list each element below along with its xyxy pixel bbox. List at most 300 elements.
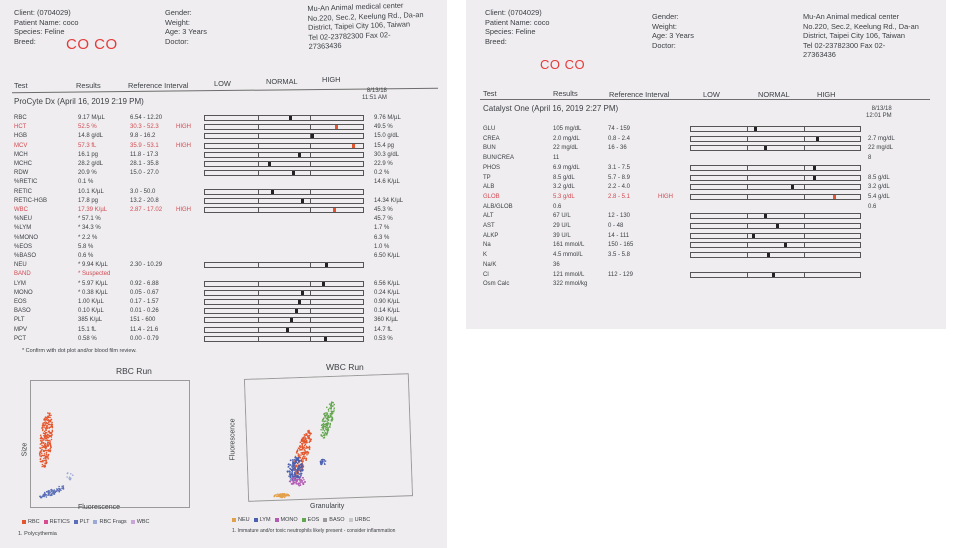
range-divider (258, 133, 259, 139)
result-marker (335, 125, 338, 129)
reference-interval: 15.0 - 27.0 (130, 170, 159, 177)
range-bar (690, 213, 861, 219)
dot (42, 438, 44, 440)
previous-result: 0.2 % (374, 170, 390, 177)
handwritten-patient-name: CO CO (540, 57, 586, 72)
result-marker (764, 214, 767, 218)
result-marker (311, 134, 314, 138)
previous-result: 360 K/µL (374, 317, 399, 324)
range-divider (258, 281, 259, 287)
dot (47, 455, 49, 457)
dot (45, 440, 47, 442)
reference-interval: 3.1 - 7.5 (608, 164, 631, 171)
reference-interval: 9.8 - 16.2 (130, 133, 156, 140)
range-divider (258, 207, 259, 213)
reference-interval: 112 - 129 (608, 271, 633, 278)
clinic-name: Mu-An Animal medical center (803, 12, 900, 21)
dot (44, 465, 46, 467)
dot (47, 458, 49, 460)
previous-result: 0.6 (868, 203, 877, 210)
dot (333, 411, 335, 413)
range-divider (747, 223, 748, 229)
range-bar (204, 317, 364, 323)
section-title: Catalyst One (April 16, 2019 2:27 PM) (483, 104, 619, 113)
range-divider (747, 194, 748, 200)
flag-label: HIGH (176, 124, 191, 131)
wbc-y-label: Fluorescence (229, 418, 237, 461)
range-divider (804, 145, 805, 151)
dot (51, 422, 53, 424)
test-name: ALB/GLOB (483, 203, 513, 210)
test-result: 17.8 pg (78, 197, 99, 204)
range-bar (204, 170, 364, 176)
range-divider (310, 207, 311, 213)
range-divider (258, 170, 259, 176)
test-name: RETIC-HGB (14, 197, 47, 204)
range-divider (804, 223, 805, 229)
range-divider (258, 161, 259, 167)
range-bar (690, 126, 861, 132)
range-bar (690, 233, 861, 239)
section-title: ProCyte Dx (April 16, 2019 2:19 PM) (14, 97, 144, 106)
test-result: 16.1 pg (78, 151, 99, 158)
result-marker (290, 318, 293, 322)
range-divider (258, 262, 259, 268)
reference-interval: 28.1 - 35.8 (130, 161, 159, 167)
dot (46, 428, 48, 430)
range-bar (690, 136, 861, 142)
test-name: PCT (14, 335, 26, 342)
reference-interval: 11.4 - 21.6 (130, 326, 159, 333)
result-marker (325, 263, 328, 267)
reference-interval: 0 - 48 (608, 223, 624, 229)
range-bar (690, 272, 861, 278)
range-bar (204, 262, 364, 268)
reference-interval: 30.3 - 52.3 (130, 124, 159, 131)
range-bar (690, 145, 861, 151)
dot (43, 455, 45, 457)
dot (43, 439, 45, 441)
legend-label: NEU (238, 517, 250, 523)
test-result: 6.9 mg/dL (553, 164, 580, 171)
client-info (485, 8, 550, 46)
dot (41, 455, 43, 457)
previous-result: 45.7 % (374, 216, 393, 223)
result-marker (333, 208, 336, 212)
test-name: LYM (14, 280, 26, 287)
test-result: 2.0 mg/dL (553, 135, 580, 142)
range-bar (204, 290, 364, 296)
range-divider (258, 299, 259, 305)
dot (322, 420, 324, 422)
result-marker (764, 146, 767, 150)
dot (320, 429, 322, 431)
test-name: TP (483, 174, 491, 181)
test-result: 29 U/L (553, 223, 571, 229)
dot (40, 436, 42, 438)
dot (51, 434, 53, 436)
range-divider (310, 161, 311, 167)
result-marker (784, 243, 787, 247)
result-marker (268, 162, 271, 166)
dot (52, 427, 54, 429)
dot (46, 453, 48, 455)
range-bar (204, 198, 364, 204)
dot (50, 447, 52, 449)
legend-swatch (302, 518, 306, 522)
dot (47, 436, 49, 438)
dot (45, 458, 47, 460)
result-marker (816, 137, 819, 141)
dot (50, 415, 52, 417)
range-bar (690, 252, 861, 258)
legend-label: RETICS (49, 519, 70, 525)
range-bar (690, 223, 861, 229)
test-result: 15.1 fL (78, 326, 97, 333)
age-line: Age: 3 Years (165, 27, 207, 37)
test-result: 28.2 g/dL (78, 161, 104, 167)
test-result: 0.10 K/µL (78, 308, 104, 315)
dot (46, 496, 48, 498)
dot (53, 492, 55, 494)
test-result: 1.00 K/µL (78, 299, 104, 305)
test-result: 161 mmol/L (553, 242, 585, 249)
result-row (466, 203, 946, 211)
test-name: BASO (14, 308, 31, 315)
dot (49, 421, 51, 423)
reference-interval: 0.01 - 0.26 (130, 308, 159, 315)
dot (47, 426, 49, 428)
range-divider (258, 308, 259, 314)
test-result: 5.8 % (78, 243, 94, 250)
range-divider (258, 152, 259, 158)
result-marker (322, 282, 325, 286)
dot (52, 430, 54, 432)
range-divider (310, 317, 311, 323)
test-result: 3.2 g/dL (553, 184, 575, 191)
dot (43, 446, 45, 448)
dot (328, 408, 330, 410)
client-line: Client: (0704029) (485, 8, 542, 17)
reference-interval: 74 - 159 (608, 126, 631, 132)
reference-interval: 3.5 - 5.8 (608, 252, 631, 259)
dot (45, 423, 47, 425)
range-divider (258, 327, 259, 333)
clinic-address-2: District, Taipei City 106, Taiwan (803, 31, 906, 41)
test-name: %RETIC (14, 179, 38, 186)
dot (51, 491, 53, 493)
range-divider (258, 317, 259, 323)
test-name: ALB (483, 184, 495, 191)
dot (46, 452, 48, 454)
previous-date-time: 8/13/18 12:01 PM (866, 106, 892, 119)
reference-interval: 3.0 - 50.0 (130, 188, 156, 195)
test-result: 22 mg/dL (553, 145, 579, 152)
dot (43, 424, 45, 426)
test-result: 57.3 fL (78, 142, 97, 149)
range-divider (804, 242, 805, 248)
test-result: 385 K/µL (78, 317, 103, 324)
range-divider (258, 189, 259, 195)
previous-result: 14.6 K/µL (374, 179, 400, 186)
range-divider (804, 184, 805, 190)
range-divider (310, 124, 311, 130)
dot (50, 443, 52, 445)
result-row (0, 234, 447, 242)
result-marker (271, 190, 274, 194)
col-high: HIGH (322, 75, 341, 84)
dot (42, 464, 44, 466)
legend-swatch (131, 520, 135, 524)
test-result: 0.6 % (78, 253, 94, 259)
test-name: Na (483, 242, 491, 249)
legend-swatch (44, 520, 48, 524)
dot (70, 473, 72, 475)
test-name: HGB (14, 133, 28, 140)
test-name: HCT (14, 124, 27, 131)
dot (50, 432, 52, 434)
dot (47, 445, 49, 447)
dot (51, 423, 53, 425)
clinic-info (803, 12, 919, 60)
previous-result: 1.0 % (374, 243, 390, 250)
result-marker (289, 116, 292, 120)
gender-line: Gender: (165, 8, 192, 17)
legend-swatch (74, 520, 78, 524)
legend-label: MONO (280, 517, 298, 523)
col-normal: NORMAL (758, 90, 790, 99)
range-divider (310, 189, 311, 195)
range-divider (747, 175, 748, 181)
dot (41, 453, 43, 455)
rbc-run-title: RBC Run (116, 366, 152, 376)
dot (45, 438, 47, 440)
dot (48, 454, 50, 456)
dot (49, 413, 51, 415)
range-bar (690, 175, 861, 181)
header-rule (480, 99, 930, 100)
dot (333, 407, 335, 409)
test-result: 20.9 % (78, 170, 97, 177)
dot (323, 461, 325, 463)
procyte-report-sheet (0, 0, 447, 548)
test-result: * 57.1 % (78, 216, 101, 223)
result-marker (301, 199, 304, 203)
previous-result: 6.56 K/µL (374, 280, 400, 287)
dot (49, 415, 51, 417)
dot (44, 495, 46, 497)
range-bar (204, 124, 364, 130)
test-result: 105 mg/dL (553, 126, 582, 132)
dot (66, 476, 68, 478)
dot (40, 461, 42, 463)
test-result: 9.17 M/µL (78, 115, 105, 121)
reference-interval: 35.9 - 53.1 (130, 142, 159, 149)
range-bar (204, 327, 364, 333)
dot (67, 473, 69, 475)
previous-result: 6.3 % (374, 234, 390, 241)
range-divider (747, 126, 748, 132)
test-name: BUN/CREA (483, 155, 515, 162)
test-result: 5.3 g/dL (553, 193, 575, 200)
legend-swatch (275, 518, 279, 522)
dot (329, 403, 331, 405)
previous-result: 15.0 g/dL (374, 133, 400, 140)
dot (39, 451, 41, 453)
col-normal: NORMAL (266, 77, 298, 86)
clinic-address-1: No.220, Sec.2, Keelung Rd., Da-an (803, 21, 919, 31)
previous-result: 8 (868, 155, 872, 162)
reference-interval: 6.54 - 12.20 (130, 115, 163, 121)
reference-interval: 0.8 - 2.4 (608, 135, 631, 142)
range-bar (204, 308, 364, 314)
test-name: Cl (483, 271, 489, 278)
dot (50, 489, 52, 491)
wbc-dots (270, 401, 338, 499)
col-low: LOW (214, 79, 231, 88)
range-divider (747, 213, 748, 219)
test-name: AST (483, 223, 495, 229)
range-divider (310, 115, 311, 121)
result-marker (298, 153, 301, 157)
dot (45, 450, 47, 452)
reference-interval: 2.30 - 10.29 (130, 262, 163, 269)
species-line: Species: Feline (485, 27, 536, 37)
range-divider (310, 308, 311, 314)
dot (40, 458, 42, 460)
range-divider (258, 198, 259, 204)
patient-name-line: Patient Name: coco (14, 17, 79, 27)
clinic-phone: Tel 02-23782300 Fax 02- (308, 29, 391, 42)
dot (49, 417, 51, 419)
test-result: 11 (553, 155, 560, 162)
clinic-address-1: No.220, Sec.2, Keelung Rd., Da-an (307, 9, 424, 23)
dot (42, 429, 44, 431)
dot (50, 426, 52, 428)
dot (306, 454, 308, 456)
range-divider (747, 145, 748, 151)
reference-interval: 2.8 - 5.1 (608, 193, 631, 200)
dot (39, 496, 41, 498)
test-name: EOS (14, 299, 27, 305)
range-divider (310, 152, 311, 158)
result-marker (352, 144, 355, 148)
legend-label: URBC (354, 517, 371, 523)
dot (48, 442, 50, 444)
clinic-fax: 27363436 (803, 50, 836, 60)
previous-result: 0.14 K/µL (374, 308, 400, 315)
dot (45, 429, 47, 431)
wbc-run-dot-plot (244, 373, 413, 504)
col-reference: Reference Interval (128, 81, 189, 90)
test-name: %EOS (14, 243, 33, 250)
range-divider (804, 272, 805, 278)
legend-label: LYM (259, 517, 271, 523)
reference-interval: 11.8 - 17.3 (130, 151, 159, 158)
doctor-line: Doctor: (652, 40, 676, 50)
flag-label: HIGH (176, 207, 191, 213)
test-result: * 9.94 K/µL (78, 262, 108, 269)
test-name: WBC (14, 207, 28, 213)
col-results: Results (553, 89, 578, 98)
dot (48, 492, 50, 494)
dot (48, 427, 50, 429)
test-result: 17.39 K/µL (78, 207, 108, 213)
dot (49, 440, 51, 442)
legend-swatch (232, 518, 236, 522)
test-name: MPV (14, 326, 28, 333)
previous-result: 49.5 % (374, 124, 393, 131)
result-marker (752, 234, 755, 238)
dot (45, 447, 47, 449)
legend-label: RBC (28, 519, 40, 525)
dot (50, 419, 52, 421)
dot (59, 489, 61, 491)
result-row (0, 252, 447, 260)
dot (59, 491, 61, 493)
legend-swatch (323, 518, 327, 522)
legend-label: BASO (329, 517, 345, 523)
dot (72, 474, 74, 476)
wbc-plot-frame (244, 374, 412, 502)
dot (300, 481, 302, 483)
previous-result: 14.34 K/µL (374, 197, 404, 204)
result-row (466, 154, 946, 162)
test-name: %NEU (14, 216, 33, 223)
dot (43, 435, 45, 437)
range-divider (258, 336, 259, 342)
legend-swatch (254, 518, 258, 522)
test-name: RETIC (14, 188, 32, 195)
range-divider (747, 184, 748, 190)
range-divider (310, 170, 311, 176)
dot (333, 409, 335, 411)
range-bar (204, 207, 364, 213)
reference-interval: 2.87 - 17.02 (130, 207, 163, 213)
previous-result: 30.3 g/dL (374, 151, 400, 158)
reference-interval: 0.05 - 0.67 (130, 289, 159, 296)
dot (41, 445, 43, 447)
dot (325, 460, 327, 462)
dot (44, 462, 46, 464)
dot (304, 456, 306, 458)
test-name: BUN (483, 145, 496, 152)
dot (60, 490, 62, 492)
test-name: PHOS (483, 164, 501, 171)
dot (52, 490, 54, 492)
test-result: * 0.38 K/µL (78, 289, 108, 296)
test-result: 36 (553, 261, 560, 268)
rbc-plot-frame (31, 381, 190, 508)
dot (42, 427, 44, 429)
patient-details (652, 12, 694, 50)
gender-line: Gender: (652, 12, 679, 21)
wbc-note: 1. Immature and/or toxic neutrophils likely present - consider inflammation (232, 528, 396, 534)
previous-result: 9.76 M/µL (374, 115, 401, 121)
range-divider (804, 126, 805, 132)
reference-interval: 0.00 - 0.79 (130, 335, 159, 342)
dot (56, 489, 58, 491)
dot (46, 425, 48, 427)
patient-details (165, 8, 207, 46)
test-name: %MONO (14, 234, 38, 241)
dot (41, 461, 43, 463)
dot (55, 491, 57, 493)
dot (52, 425, 54, 427)
dot (48, 424, 50, 426)
rbc-legend (18, 519, 150, 525)
dot (39, 447, 41, 449)
